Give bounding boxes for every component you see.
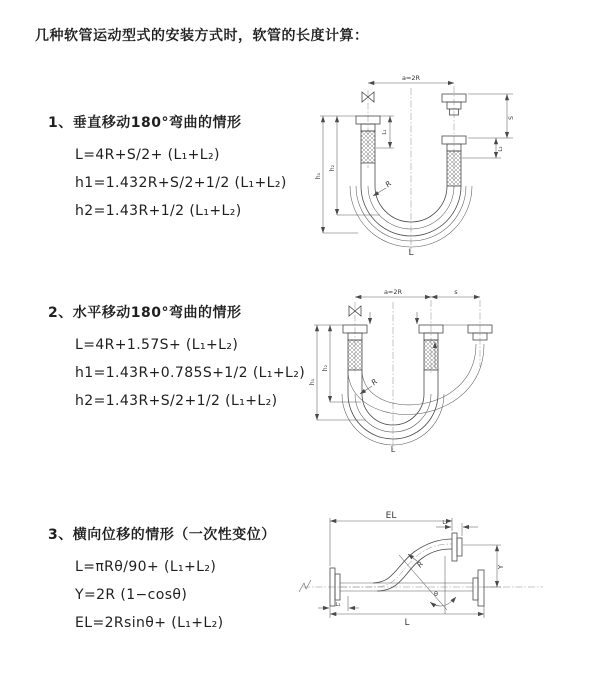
theta-label: θ — [434, 590, 438, 598]
radius-label: R — [383, 178, 394, 190]
braid-hatch — [424, 340, 438, 370]
braid-hatch — [348, 340, 362, 370]
diagram-vertical-bend — [310, 68, 535, 258]
doc-title: 几种软管运动型式的安装方式时，软管的长度计算： — [35, 28, 369, 44]
braid-hatch — [447, 151, 461, 186]
dim-label-shift: s — [454, 288, 458, 296]
dimension-lines — [309, 288, 480, 454]
radius-label: R — [369, 376, 380, 388]
dim-label-l2: L₂ — [498, 146, 504, 152]
pipe-break-mark — [299, 580, 311, 592]
section-vertical-movement — [48, 112, 348, 225]
dim-label-span: a=2R — [383, 288, 403, 296]
dim-label-h1: h₁ — [315, 172, 322, 180]
braid-hatch — [361, 131, 375, 163]
diagram-lateral-offset — [295, 496, 550, 656]
formula-list — [75, 141, 348, 225]
formula-line: Y=2R (1−cosθ) — [75, 587, 188, 603]
dim-label-span: a=2R — [401, 74, 421, 82]
displaced-flange — [452, 533, 462, 561]
formula-line: h2=1.43R+1/2 (L₁+L₂) — [75, 203, 242, 219]
section-horizontal-movement — [48, 302, 348, 415]
section-heading: 3、横向位移的情形（一次性变位） — [48, 527, 276, 543]
dim-label-h2: h₂ — [322, 364, 329, 372]
centerlines — [355, 300, 480, 450]
dim-label-y: Y — [497, 564, 505, 570]
formula-line: L=4R+1.57S+ (L₁+L₂) — [75, 337, 239, 353]
dim-label-h2: h₂ — [329, 164, 336, 172]
dim-label-el: EL — [385, 511, 397, 521]
diagram-horizontal-bend — [306, 282, 546, 457]
formula-line: h1=1.432R+S/2+1/2 (L₁+L₂) — [75, 175, 287, 191]
dim-label-l2: L₂ — [442, 520, 448, 526]
dimension-lines — [315, 74, 515, 258]
length-label: L — [404, 618, 410, 628]
formula-line: h2=1.43R+S/2+1/2 (L₁+L₂) — [75, 393, 278, 409]
hose-outline — [342, 344, 484, 445]
angle-construction — [399, 555, 456, 614]
dim-label-l1: L₁ — [335, 602, 341, 608]
dim-label-s: S — [508, 116, 515, 120]
radius-label: R — [414, 559, 426, 570]
dim-label-h1: h₁ — [309, 378, 316, 386]
section-heading: 2、水平移动180°弯曲的情形 — [48, 305, 242, 321]
length-label: L — [408, 248, 414, 258]
formula-line: L=πRθ/90+ (L₁+L₂) — [75, 559, 217, 575]
left-pipe-flange — [356, 116, 380, 163]
formula-line: h1=1.43R+0.785S+1/2 (L₁+L₂) — [75, 365, 306, 381]
formula-line: EL=2Rsinθ+ (L₁+L₂) — [75, 615, 224, 631]
dim-label-l1: L₁ — [382, 129, 388, 135]
formula-line: L=4R+S/2+ (L₁+L₂) — [75, 147, 220, 163]
section-heading: 1、垂直移动180°弯曲的情形 — [48, 115, 242, 131]
length-label: L — [390, 445, 396, 454]
original-position-pipe — [340, 570, 484, 606]
